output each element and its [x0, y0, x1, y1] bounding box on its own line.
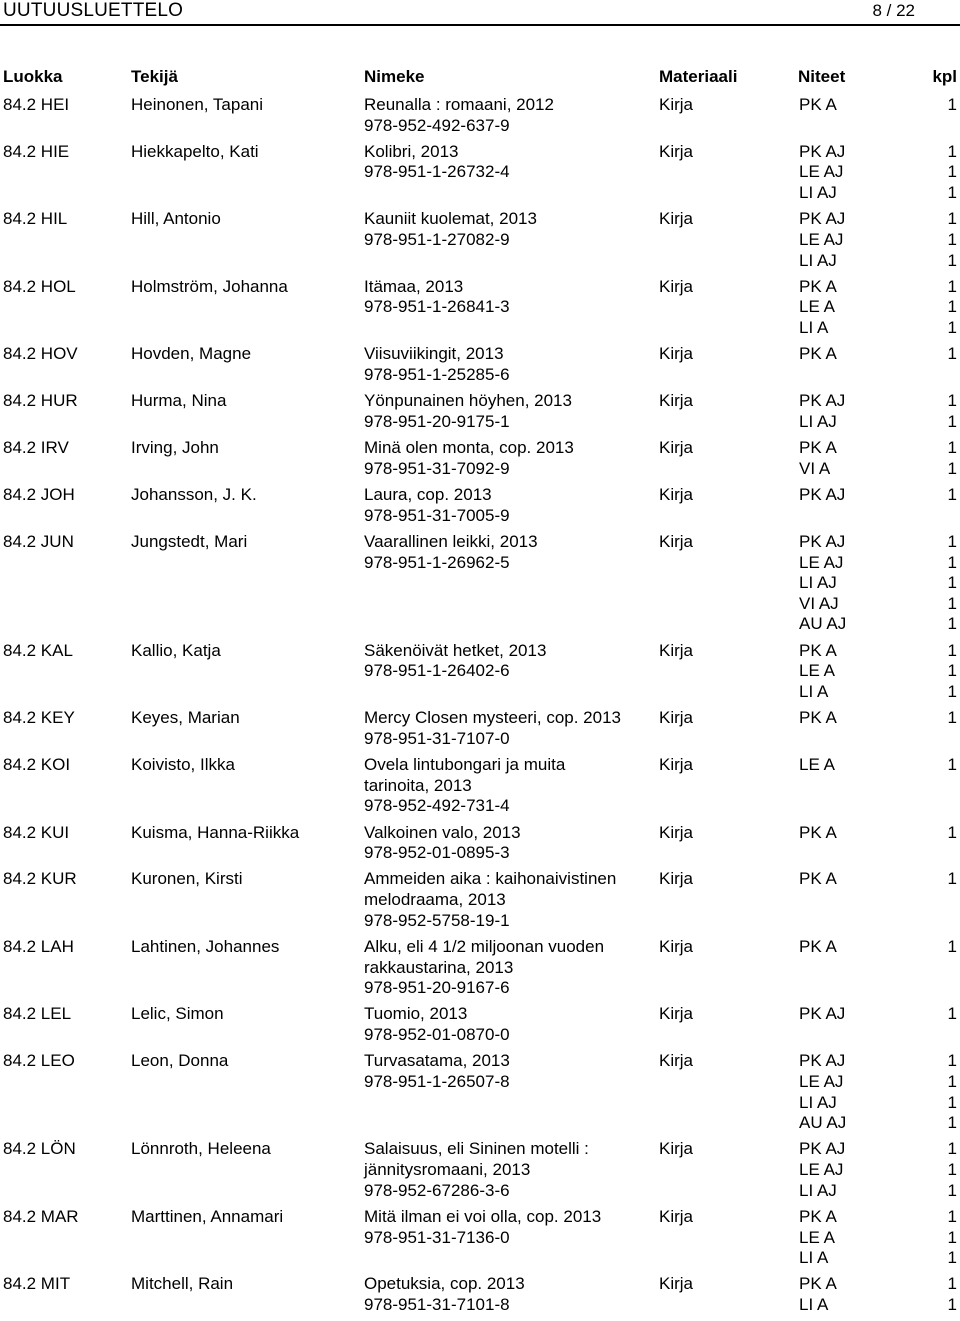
page-number: 8 / 22	[872, 1, 915, 20]
niteet-cell	[799, 1274, 864, 1315]
table-row	[0, 532, 960, 641]
nimeke-cell	[364, 641, 654, 682]
niteet-location: LI AJ	[799, 573, 837, 593]
isbn-line: 978-952-492-731-4	[364, 796, 510, 816]
kpl-cell	[927, 532, 957, 635]
kpl-count: 1	[947, 229, 957, 249]
niteet-location: PK AJ	[799, 531, 846, 551]
luokka-cell: 84.2 KUI	[3, 822, 70, 842]
nimeke-cell	[364, 485, 654, 526]
materiaali-cell: Kirja	[659, 391, 694, 411]
title-line: tarinoita, 2013	[364, 775, 472, 795]
luokka-cell: 84.2 KEY	[3, 708, 75, 728]
kpl-count: 1	[947, 531, 957, 551]
niteet-location: PK A	[799, 936, 837, 956]
kpl-count: 1	[947, 1092, 957, 1112]
niteet-cell	[799, 209, 864, 271]
column-header-kpl: kpl	[932, 67, 957, 86]
isbn-line: 978-951-31-7092-9	[364, 458, 510, 478]
niteet-location: PK A	[799, 822, 837, 842]
table-row	[0, 485, 960, 532]
nimeke-cell	[364, 532, 654, 573]
tekija-cell: Kuronen, Kirsti	[131, 869, 243, 889]
kpl-cell	[927, 937, 957, 958]
table-row	[0, 1004, 960, 1051]
materiaali-cell: Kirja	[659, 141, 694, 161]
niteet-cell	[799, 391, 864, 432]
tekija-cell: Hurma, Nina	[131, 391, 227, 411]
niteet-location: PK A	[799, 869, 837, 889]
kpl-count: 1	[947, 485, 957, 505]
table-row	[0, 641, 960, 709]
table-row	[0, 344, 960, 391]
isbn-line: 978-951-1-26507-8	[364, 1071, 510, 1091]
table-row	[0, 95, 960, 142]
kpl-count: 1	[947, 183, 957, 203]
isbn-line: 978-952-5758-19-1	[364, 910, 510, 930]
isbn-line: 978-951-20-9167-6	[364, 978, 510, 998]
kpl-count: 1	[947, 1004, 957, 1024]
kpl-cell	[927, 1207, 957, 1269]
tekija-cell: Mitchell, Rain	[131, 1274, 234, 1294]
title-line: Kauniit kuolemat, 2013	[364, 209, 537, 229]
niteet-location: LI AJ	[799, 1180, 837, 1200]
nimeke-cell	[364, 1139, 654, 1201]
materiaali-cell: Kirja	[659, 708, 694, 728]
kpl-count: 1	[947, 318, 957, 338]
kpl-count: 1	[947, 1248, 957, 1268]
column-header-niteet: Niteet	[798, 67, 846, 86]
niteet-location: PK A	[799, 95, 837, 114]
luokka-cell: 84.2 LEL	[3, 1004, 72, 1024]
kpl-count: 1	[947, 391, 957, 411]
niteet-location: LE AJ	[799, 552, 844, 572]
niteet-location: PK AJ	[799, 209, 846, 229]
title-line: Ammeiden aika : kaihonaivistinen	[364, 869, 617, 889]
materiaali-cell: Kirja	[659, 755, 694, 775]
isbn-line: 978-952-01-0895-3	[364, 843, 510, 863]
tekija-cell: Keyes, Marian	[131, 708, 240, 728]
isbn-line: 978-951-31-7005-9	[364, 505, 510, 525]
nimeke-cell	[364, 344, 654, 385]
kpl-cell	[927, 344, 957, 365]
niteet-cell	[799, 142, 864, 204]
niteet-location: LI AJ	[799, 183, 837, 203]
niteet-location: PK AJ	[799, 391, 846, 411]
kpl-count: 1	[947, 95, 957, 114]
nimeke-cell	[364, 95, 654, 136]
table-row	[0, 708, 960, 755]
materiaali-cell: Kirja	[659, 276, 694, 296]
kpl-count: 1	[947, 869, 957, 889]
niteet-cell	[799, 95, 864, 116]
kpl-count: 1	[947, 552, 957, 572]
nimeke-cell	[364, 1004, 654, 1045]
materiaali-cell: Kirja	[659, 438, 694, 458]
kpl-cell	[927, 641, 957, 703]
title-line: Kolibri, 2013	[364, 141, 459, 161]
nimeke-cell	[364, 823, 654, 864]
niteet-location: VI AJ	[799, 593, 839, 613]
niteet-cell	[799, 438, 864, 479]
niteet-location: LE AJ	[799, 1160, 844, 1179]
nimeke-cell	[364, 438, 654, 479]
niteet-location: PK AJ	[799, 1051, 846, 1071]
kpl-count: 1	[947, 755, 957, 775]
kpl-count: 1	[947, 1295, 957, 1314]
luokka-cell: 84.2 KOI	[3, 755, 71, 775]
kpl-count: 1	[947, 681, 957, 701]
tekija-cell: Hiekkapelto, Kati	[131, 141, 259, 161]
kpl-count: 1	[947, 1206, 957, 1226]
table-row	[0, 438, 960, 485]
materiaali-cell: Kirja	[659, 869, 694, 889]
tekija-cell: Lahtinen, Johannes	[131, 936, 280, 956]
tekija-cell: Jungstedt, Mari	[131, 531, 248, 551]
kpl-cell	[927, 277, 957, 339]
title-line: Salaisuus, eli Sininen motelli :	[364, 1139, 589, 1159]
title-line: jännitysromaani, 2013	[364, 1160, 531, 1179]
materiaali-cell: Kirja	[659, 344, 694, 364]
tekija-cell: Koivisto, Ilkka	[131, 755, 235, 775]
niteet-location: PK AJ	[799, 141, 846, 161]
luokka-cell: 84.2 HOL	[3, 276, 76, 296]
kpl-count: 1	[947, 458, 957, 478]
kpl-cell	[927, 823, 957, 844]
niteet-location: AU AJ	[799, 614, 847, 634]
luokka-cell: 84.2 LÖN	[3, 1139, 76, 1159]
luokka-cell: 84.2 HOV	[3, 344, 78, 364]
luokka-cell: 84.2 MIT	[3, 1274, 71, 1294]
nimeke-cell	[364, 937, 654, 999]
nimeke-cell	[364, 142, 654, 183]
niteet-location: PK A	[799, 1206, 837, 1226]
tekija-cell: Heinonen, Tapani	[131, 95, 264, 114]
kpl-count: 1	[947, 1071, 957, 1091]
nimeke-cell	[364, 708, 654, 749]
niteet-location: PK A	[799, 1274, 837, 1294]
kpl-count: 1	[947, 344, 957, 364]
luokka-cell: 84.2 HEI	[3, 95, 70, 114]
niteet-location: LI AJ	[799, 411, 837, 431]
niteet-cell	[799, 1051, 864, 1133]
kpl-cell	[927, 1051, 957, 1133]
kpl-count: 1	[947, 1139, 957, 1159]
niteet-cell	[799, 823, 864, 844]
isbn-line: 978-951-1-27082-9	[364, 229, 510, 249]
title-line: Vaarallinen leikki, 2013	[364, 531, 538, 551]
niteet-location: PK A	[799, 640, 837, 660]
title-line: Reunalla : romaani, 2012	[364, 95, 554, 114]
luokka-cell: 84.2 JUN	[3, 531, 74, 551]
niteet-cell	[799, 708, 864, 729]
luokka-cell: 84.2 KAL	[3, 640, 73, 660]
niteet-location: LI AJ	[799, 250, 837, 270]
niteet-cell	[799, 1004, 864, 1025]
tekija-cell: Johansson, J. K.	[131, 485, 257, 505]
niteet-location: PK A	[799, 344, 837, 364]
isbn-line: 978-951-1-26402-6	[364, 661, 510, 681]
niteet-location: LE A	[799, 1227, 835, 1247]
nimeke-cell	[364, 391, 654, 432]
niteet-location: LE AJ	[799, 1071, 844, 1091]
niteet-cell	[799, 641, 864, 703]
kpl-count: 1	[947, 250, 957, 270]
catalog-list	[0, 95, 960, 1321]
niteet-location: PK AJ	[799, 485, 846, 505]
isbn-line: 978-951-31-7107-0	[364, 728, 510, 748]
title-line: Turvasatama, 2013	[364, 1051, 510, 1071]
tekija-cell: Lönnroth, Heleena	[131, 1139, 271, 1159]
kpl-count: 1	[947, 1227, 957, 1247]
tekija-cell: Holmström, Johanna	[131, 276, 288, 296]
niteet-cell	[799, 1139, 864, 1201]
column-header-materiaali: Materiaali	[659, 67, 738, 86]
kpl-count: 1	[947, 1160, 957, 1179]
kpl-cell	[927, 142, 957, 204]
column-header-luokka: Luokka	[3, 67, 63, 86]
niteet-location: LI A	[799, 681, 829, 701]
kpl-count: 1	[947, 936, 957, 956]
niteet-cell	[799, 755, 864, 776]
title-line: Mitä ilman ei voi olla, cop. 2013	[364, 1206, 602, 1226]
kpl-cell	[927, 755, 957, 776]
isbn-line: 978-951-31-7101-8	[364, 1295, 510, 1314]
luokka-cell: 84.2 LAH	[3, 936, 74, 956]
kpl-count: 1	[947, 209, 957, 229]
niteet-cell	[799, 277, 864, 339]
luokka-cell: 84.2 LEO	[3, 1051, 75, 1071]
table-row	[0, 937, 960, 1005]
niteet-location: LE AJ	[799, 229, 844, 249]
title-line: Opetuksia, cop. 2013	[364, 1274, 525, 1294]
nimeke-cell	[364, 1051, 654, 1092]
niteet-location: PK A	[799, 438, 837, 458]
table-row	[0, 869, 960, 937]
kpl-cell	[927, 1004, 957, 1025]
materiaali-cell: Kirja	[659, 1004, 694, 1024]
isbn-line: 978-951-1-26962-5	[364, 552, 510, 572]
niteet-location: LI A	[799, 1248, 829, 1268]
table-row	[0, 142, 960, 210]
niteet-cell	[799, 937, 864, 958]
kpl-count: 1	[947, 276, 957, 296]
isbn-line: 978-952-492-637-9	[364, 115, 510, 135]
title-line: Valkoinen valo, 2013	[364, 822, 521, 842]
niteet-location: LI A	[799, 318, 829, 338]
kpl-count: 1	[947, 640, 957, 660]
kpl-cell	[927, 391, 957, 432]
kpl-cell	[927, 209, 957, 271]
isbn-line: 978-952-01-0870-0	[364, 1025, 510, 1045]
kpl-cell	[927, 1274, 957, 1315]
niteet-location: LI AJ	[799, 1092, 837, 1112]
isbn-line: 978-952-67286-3-6	[364, 1180, 510, 1200]
niteet-location: PK AJ	[799, 1139, 846, 1159]
title-line: Ovela lintubongari ja muita	[364, 755, 566, 775]
tekija-cell: Hill, Antonio	[131, 209, 221, 229]
kpl-count: 1	[947, 614, 957, 634]
luokka-cell: 84.2 MAR	[3, 1206, 79, 1226]
materiaali-cell: Kirja	[659, 531, 694, 551]
niteet-cell	[799, 532, 864, 635]
materiaali-cell: Kirja	[659, 640, 694, 660]
table-row	[0, 1274, 960, 1321]
nimeke-cell	[364, 1207, 654, 1248]
kpl-cell	[927, 438, 957, 479]
luokka-cell: 84.2 KUR	[3, 869, 77, 889]
nimeke-cell	[364, 277, 654, 318]
niteet-location: LE A	[799, 755, 835, 775]
materiaali-cell: Kirja	[659, 485, 694, 505]
niteet-location: PK A	[799, 276, 837, 296]
table-row	[0, 391, 960, 438]
nimeke-cell	[364, 755, 654, 817]
table-row	[0, 823, 960, 870]
table-row	[0, 1139, 960, 1207]
kpl-count: 1	[947, 411, 957, 431]
kpl-cell	[927, 708, 957, 729]
title-line: Viisuviikingit, 2013	[364, 344, 504, 364]
luokka-cell: 84.2 IRV	[3, 438, 69, 458]
column-header-nimeke: Nimeke	[364, 67, 425, 86]
niteet-location: PK AJ	[799, 1004, 846, 1024]
niteet-location: VI A	[799, 458, 831, 478]
luokka-cell: 84.2 HUR	[3, 391, 78, 411]
nimeke-cell	[364, 1274, 654, 1315]
table-row	[0, 755, 960, 823]
title-line: Säkenöivät hetket, 2013	[364, 640, 547, 660]
header-rule	[0, 24, 960, 26]
niteet-cell	[799, 1207, 864, 1269]
title-line: Minä olen monta, cop. 2013	[364, 438, 574, 458]
kpl-count: 1	[947, 1180, 957, 1200]
table-row	[0, 1207, 960, 1275]
materiaali-cell: Kirja	[659, 1274, 694, 1294]
kpl-count: 1	[947, 438, 957, 458]
niteet-location: AU AJ	[799, 1113, 847, 1133]
tekija-cell: Hovden, Magne	[131, 344, 252, 364]
kpl-count: 1	[947, 822, 957, 842]
niteet-location: LE A	[799, 661, 835, 681]
kpl-count: 1	[947, 708, 957, 728]
tekija-cell: Kallio, Katja	[131, 640, 221, 660]
materiaali-cell: Kirja	[659, 1051, 694, 1071]
isbn-line: 978-951-1-26841-3	[364, 297, 510, 317]
luokka-cell: 84.2 HIE	[3, 141, 70, 161]
materiaali-cell: Kirja	[659, 1206, 694, 1226]
tekija-cell: Irving, John	[131, 438, 219, 458]
niteet-location: PK A	[799, 708, 837, 728]
niteet-cell	[799, 869, 864, 890]
kpl-cell	[927, 95, 957, 116]
title-line: rakkaustarina, 2013	[364, 957, 514, 977]
kpl-cell	[927, 485, 957, 506]
niteet-location: LE AJ	[799, 162, 844, 182]
kpl-count: 1	[947, 661, 957, 681]
column-header-tekija: Tekijä	[131, 67, 178, 86]
page-header	[0, 0, 960, 26]
kpl-count: 1	[947, 1274, 957, 1294]
table-row	[0, 277, 960, 345]
column-headers	[0, 67, 960, 89]
title-line: Alku, eli 4 1/2 miljoonan vuoden	[364, 936, 605, 956]
tekija-cell: Lelic, Simon	[131, 1004, 224, 1024]
materiaali-cell: Kirja	[659, 209, 694, 229]
table-row	[0, 1051, 960, 1139]
title-line: Itämaa, 2013	[364, 276, 464, 296]
page-title: UUTUUSLUETTELO	[3, 0, 184, 21]
kpl-count: 1	[947, 573, 957, 593]
title-line: melodraama, 2013	[364, 890, 506, 910]
kpl-count: 1	[947, 593, 957, 613]
niteet-cell	[799, 344, 864, 365]
kpl-count: 1	[947, 162, 957, 182]
niteet-location: LI A	[799, 1295, 829, 1314]
kpl-cell	[927, 869, 957, 890]
nimeke-cell	[364, 869, 654, 931]
luokka-cell: 84.2 HIL	[3, 209, 68, 229]
table-row	[0, 209, 960, 277]
kpl-count: 1	[947, 297, 957, 317]
tekija-cell: Marttinen, Annamari	[131, 1206, 284, 1226]
kpl-count: 1	[947, 141, 957, 161]
materiaali-cell: Kirja	[659, 95, 694, 114]
isbn-line: 978-951-31-7136-0	[364, 1227, 510, 1247]
nimeke-cell	[364, 209, 654, 250]
isbn-line: 978-951-1-26732-4	[364, 162, 510, 182]
title-line: Mercy Closen mysteeri, cop. 2013	[364, 708, 621, 728]
tekija-cell: Leon, Donna	[131, 1051, 229, 1071]
kpl-cell	[927, 1139, 957, 1201]
materiaali-cell: Kirja	[659, 1139, 694, 1159]
kpl-count: 1	[947, 1113, 957, 1133]
title-line: Laura, cop. 2013	[364, 485, 492, 505]
niteet-cell	[799, 485, 864, 506]
kpl-count: 1	[947, 1051, 957, 1071]
tekija-cell: Kuisma, Hanna-Riikka	[131, 822, 300, 842]
luokka-cell: 84.2 JOH	[3, 485, 75, 505]
title-line: Yönpunainen höyhen, 2013	[364, 391, 572, 411]
isbn-line: 978-951-1-25285-6	[364, 364, 510, 384]
materiaali-cell: Kirja	[659, 822, 694, 842]
materiaali-cell: Kirja	[659, 936, 694, 956]
title-line: Tuomio, 2013	[364, 1004, 468, 1024]
niteet-location: LE A	[799, 297, 835, 317]
isbn-line: 978-951-20-9175-1	[364, 411, 510, 431]
